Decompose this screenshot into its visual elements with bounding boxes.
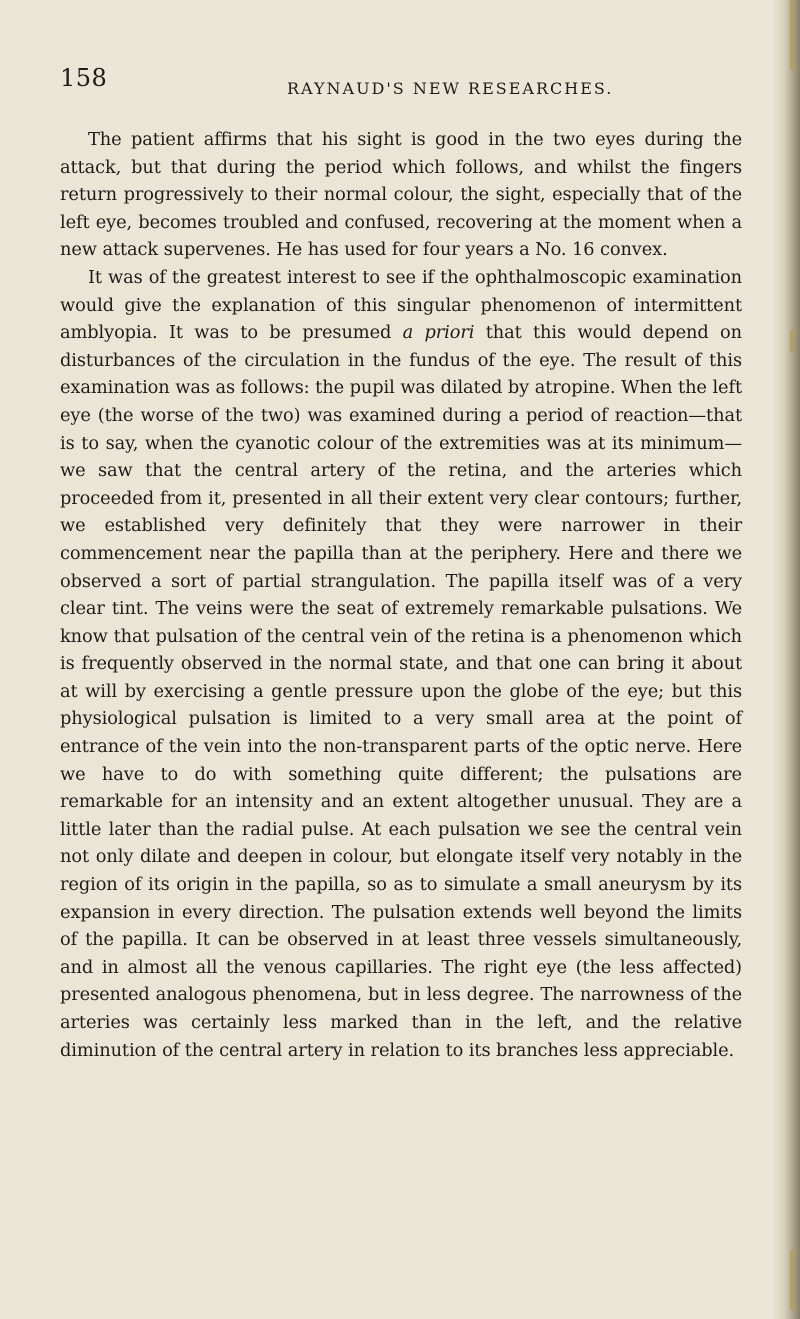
- page-edge-mark: [790, 330, 794, 352]
- page-number: 158: [60, 64, 108, 92]
- paragraph: [60, 264, 742, 1064]
- running-head: RAYNAUD'S NEW RESEARCHES.: [287, 79, 614, 98]
- page-binding-shadow: [772, 0, 800, 1319]
- paragraph: The patient affirms that his sight is good in the two eyes during the attack, but that during the period which follows, and whilst the fingers return progressively to their normal colour, the sight, especially that of the left eye, becomes troubled and confused, recovering at the moment when a new attack supervenes. He has used for four years a No. 16 convex.: [60, 129, 742, 261]
- paragraph-text: that this would depend on disturbances of the circulation in the fundus of the eye. The result of this examination was as follows: the pupil was dilated by atropine. When the left eye (the worse of the two) was examined during a period of reaction—that is to say, when the cyanotic colour of the extremities was at its minimum—we saw that the central artery of the retina, and the arteries which proceeded from it, presented in all their extent very clear contours; further, we established very definitely that they were narrower in their commencement near the papilla than at the periphery. Here and there we observed a sort of partial strangulation. The papilla itself was of a very clear tint. The veins were the seat of extremely remarkable pulsations. We know that pulsation of the central vein of the retina is a phenomenon which is frequently observed in the normal state, and that one can bring it about at will by exercising a gentle pressure upon the globe of the eye; but this physiological pulsation is limited to a very small area at the point of entrance of the vein into the non-transparent parts of the optic nerve. Here we have to do with something quite different; the pulsations are remarkable for an intensity and an extent altogether unusual. They are a little later than the radial pulse. At each pulsation we see the central vein not only dilate and deepen in colour, but elongate itself very notably in the region of its origin in the papilla, so as to simulate a small aneurysm by its expansion in every direction. The pulsation extends well beyond the limits of the papilla. It can be observed in at least three vessels simultaneously, and in almost all the venous capillaries. The right eye (the less affected) presented analogous phenomena, but in less degree. The narrowness of the arteries was certainly less marked than in the left, and the relative diminution of the central artery in relation to its branches less appreciable.: [60, 322, 742, 1061]
- latin-phrase: a priori: [402, 322, 475, 344]
- page-edge-mark: [790, 0, 794, 70]
- page-edge-mark: [790, 1250, 794, 1310]
- page-body: [60, 126, 742, 1064]
- paragraph-text: It was of the greatest interest to see if the ophthalmoscopic examination would give the explanation of this singular phenomenon of intermittent amblyopia. It was to be presumed: [60, 266, 742, 344]
